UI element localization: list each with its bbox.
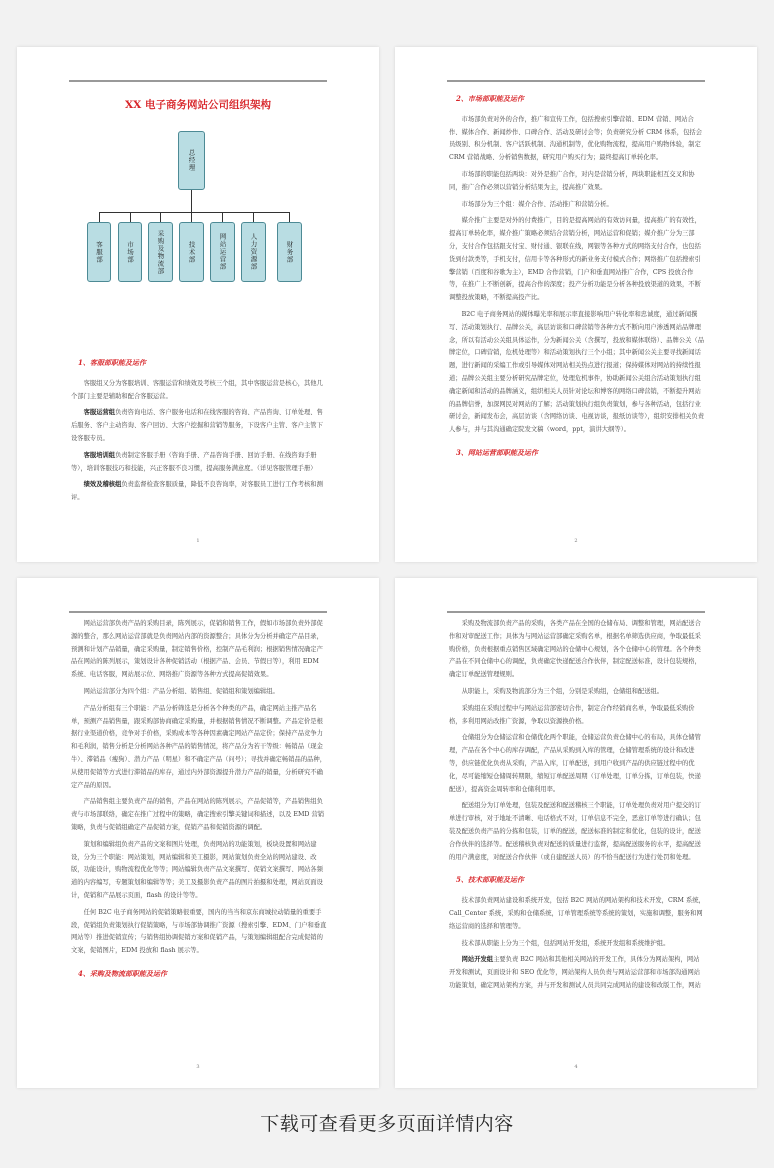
org-connector: [130, 212, 131, 222]
page-body: [71, 347, 327, 509]
org-box-department: 市场部: [118, 222, 142, 282]
page-number: 1: [196, 538, 200, 544]
header-rule: [447, 80, 705, 82]
paragraph: 产品销售组主要负责产品的销售，产品在网站的陈列展示，产品促销等，产品销售组负责与市场部联络，确定在推广过程中的策略，确定搜索引擎关键词和描述，以及 EMD 营销策略，负责与促销组确定产品促销方案，促销产品和促销资源的调配。: [71, 798, 325, 831]
header-rule: [69, 611, 327, 613]
org-box-root: 总经理: [178, 131, 205, 190]
org-chart: [17, 47, 379, 347]
paragraph: 任何 B2C 电子商务网站的促销策略很重要，国内的当当和京东商城拉动销量的重要手段，促销组负责策划执行促销策略，与市场部协调推广资源（搜索引擎、EDM、门户和垂直网站等）推进促销宣传；与销售组协调促销方案和促销产品，与策划编辑组配合完成促销的文案，促销图片，EDM 投放和 flash 展示等。: [71, 908, 327, 955]
paragraph: B2C 电子商务网站的媒体曝光率和展示率直接影响用户转化率和忠诚度，通过新闻撰写、活动策划执行、品牌公关，高层访谈和口碑营销等各种方式不断向用户渗透网站品牌理念，所以有活动公关组具体运作，分为新闻公关（含撰写，投放和媒体联络）、品牌公关（品牌定位，口碑营销，危机处理等）和活动策划执行三个小组；其中新闻公关主要寻找新闻话题，进行新闻的采编工作或引导媒体对网站相关热点进行报道；保持媒体对网站的持续性报道；品牌公关组主要分析研究品牌定位，处理危机事件，协助新闻公关组合活动策划执行组确定新闻和活动的品牌涵义，组织相关人员针对论坛和博客的网络口碑营销，不断提升网站的品牌信誉，加深网民对网站的了解；活动策划执行组负责策划，参与各种活动，包括行业研讨会，新闻发布会，高层访谈（含网络访谈、电视访谈，报纸访谈等），组织安排相关负责人参与，并与其沟通确定院发文稿（word，ppt，演讲大纲等）。: [449, 310, 705, 434]
page-body: [449, 618, 705, 997]
paragraph: 网站运营部分为四个组：产品分析组、销售组、促销组和策划编辑组。: [83, 687, 279, 695]
org-connector: [191, 190, 192, 212]
section-heading: 5、技术部职能及运作: [456, 875, 524, 885]
org-box-department: 客服部: [87, 222, 111, 282]
document-page-4: [395, 578, 757, 1088]
download-more-caption[interactable]: 下载可查看更多页面详情内容: [260, 1113, 514, 1135]
paragraph: 从职能上，采购及物流部分为三个组，分别是采购组，仓储组和配送组。: [461, 687, 664, 695]
paragraph: 仓储组分为仓储运营和仓储优化两个职能，仓储运营负责仓储中心的布局，具体仓储管理，产品在各个中心的库存调配，产品从采购到入库的管理，仓储管理系统的设计和改进等，供应链优化负责从采购，产品入库，订单配送，到用户收到产品的供应链过程中的优化，尽可能缩短仓储周转期限，缩短订单配送周期（订单处理，订单分拣，订单包装，快递配送），提高资金周转率和仓储利用率。: [449, 734, 701, 793]
paragraph: 策划和编辑组负责产品的文案和图片处理，负责网站的功能策划，板块设置和网站建设，分为三个职能：网站策划，网站编辑和美工摄影，网站策划负责全站的网站建设、改版，功能设计，购物流程优化等等；网站编辑负责产品文案撰写、促销文案撰写、网站各频道的内容编写，专题策划和编辑等等；美工及摄影负责产品的图片拍摄和处理，网站页面设计，促销和产品展示页面，flash 的设计等等。: [71, 840, 323, 899]
section-heading: 2、市场部职能及运作: [456, 94, 524, 103]
header-rule: [447, 611, 705, 613]
org-box-department: 采购及物流部: [148, 222, 173, 282]
paragraph: 绩效及稽核组负责监督检查客服质量，降低不良咨询率，对客服员工进行工作考核和测评。: [71, 481, 323, 502]
org-connector: [99, 212, 100, 222]
section-heading: 4、采购及物流部职能及运作: [78, 968, 167, 978]
paragraph: 配送组分为订单处理，包装及配送和配送稽核三个职能，订单处理负责对用户提交的订单进行审核，对于地址不清晰、电话格式不对，订单信息不完全，恶意订单等进行确认；包装及配送负责产品的分拣和包装，订单的配送，配送标准的制定和优化，包装的设计，配送合作伙伴的选择等。配送稽核负责对配送的质量进行监督，提高配送服务的水平，提高配送的用户满意度，对配送合作伙伴（或自建配送人员）的不恰当配送行为进行处罚和处理。: [449, 802, 701, 861]
paragraph: 客服培训组负责制定客服手册（咨询手册、产品咨询手册、回访手册、在线咨询手册等），培训客服技巧和技能，兴正客服不良习惯，提高服务满意度。（详见客服管理手册）: [71, 451, 317, 472]
page-number: 4: [574, 1064, 578, 1070]
org-connector: [99, 212, 290, 213]
page-number: 3: [196, 1064, 200, 1070]
paragraph: 客服运营组负责咨询电话、客户服务电话和在线客服的咨询、产品咨询、订单处理、售后服务、客户主动咨询、客户回访、大客户挖掘和营销等服务，下设客户主管、客户主管下设客服专员。: [71, 409, 323, 442]
document-page-3: [17, 578, 379, 1088]
paragraph: 技术部负责网站建设和系统开发，包括 B2C 网站的网站架构和技术开发，CRM 系统，Call_Center 系统，采购和仓储系统，订单管理系统等系统的策划，实施和调整，服务和网络运营商的选择和管理等。: [449, 897, 705, 930]
paragraph: 采购组在采购过程中与网站运营部密切合作，制定合作经销商名单，争取最低采购价格，多利用网站改推广资源，争取以资源换价格。: [449, 704, 695, 725]
org-connector: [253, 212, 254, 222]
org-connector: [222, 212, 223, 222]
page-body: [71, 618, 327, 989]
org-box-department: 技术部: [179, 222, 204, 282]
paragraph: 网站运营部负责产品的采购目录，陈列展示，促销和销售工作，假如市场部负责外部促源的整合，那么网站运营部就是负责网站内部的资源整合；具体分为分析并确定产品目录，预测和计划产品销量，确定采购量，制定销售价格，控制产品毛利润；根据销售情况确定产品在网站的陈列展示，策划设计各种促销活动（根据产品、会员、节假日等），利用 EDM 系统、电话客服，网站展示位、网络推广资源等各种方式提高促销效果。: [71, 620, 323, 679]
org-box-department: 人力资源部: [241, 222, 266, 282]
paragraph: 网站开发组主要负责 B2C 网站和其他相关网站的开发工作，具体分为网站架构，网站开发和测试，页面设计和 SEO 优化等，网站架构人员负责与网站运营部和市场部沟通网站功能策划，确定网站架构方案，并与开发和测试人员共同完成网站的建设和改版工作，网站: [449, 956, 701, 989]
org-box-department: 网站运营部: [210, 222, 235, 282]
document-page-1: [17, 47, 379, 562]
paragraph: 产品分析组有三个职能：产品分析筛选是分析各个种类的产品，确定网站主推产品名单，预测产品销售量，跟采购部协商确定采购量，并根据销售情况不断调整。产品定价是根据行业渠道价格，竞争对手价格，采购成本等各种因素确定网站产品定价；保持产品竞争力和毛利润，销售分析是分析网站各种产品的销售情况，将产品分为若干等级：畅销品（现金牛）、滞销品（瘦狗）、潜力产品（明星）和不确定产品（问号）；寻找并确定畅销品的品种，从使用促销等方式进行滞销品的库存，通过内外部资源提升潜力产品的销量，分析研究不确定产品的原因。: [71, 704, 327, 789]
page-title: XX 电子商务网站公司组织架构: [125, 99, 271, 111]
document-page-2: [395, 47, 757, 562]
paragraph: 采购及物流部负责产品的采购，各类产品在全国的仓储布局、调整和管理，网站配送合作和对审配送工作；具体为与网站运营部确定采购名单，根据名单筛选供应商，争取最低采购价格，负责根据重点销售区域确定网站的仓储中心规划，各个仓储中心的管理。各个种类产品在不同仓储中心的调配，负责确定快递配送合作伙伴，制定配送标准，设计包装规格，确定订单配送管理规则。: [449, 620, 701, 679]
paragraph: 市场部分为三个组：媒介合作、活动推广和营销分析。: [461, 200, 613, 208]
org-connector: [160, 212, 161, 222]
paragraph: 市场部负责对外的合作，推广和宣传工作，包括搜索引擎营销、EDM 营销、网站合作、媒体合作、新闻炒作、口碑合作、活动及研讨会等；负责研究分析 CRM 体系，包括会员级别、积分机制、客户活跃机制、沟通机制等，优化购物流程，提高用户购物体验，制定 CRM 营销战略、分析销售数据，研究用户购买行为；最终提高订单转化率。: [449, 115, 702, 162]
paragraph: 媒介推广主要是对外的付费推广，目的是提高网站的有效访问量，提高推广的有效性，提高订单转化率，媒介推广策略必须结合营销分析，网站运营和促销；媒介推广分为三部分，支付合作包括跟支付宝、财付通、银联在线，网银等各种方式的网络支付合作，也包括货到付款类等，手机支付，信用卡等各种形式的新业务支付模式合作；网络推广包括搜索引擎营销（百度和谷歌为主），EMD 合作营销，门户和垂直网站推广合作，CPS 投放合作等，在推广上不断创新，提高合作的深度；投产分析功能是分析各种投放渠道的效果，不断调整投放策略，不断提高投产比。: [449, 217, 701, 302]
org-connector: [191, 212, 192, 222]
section-heading: 3、网站运营部职能及运作: [456, 447, 538, 457]
paragraph: 技术部从职能上分为三个组，包括网站开发组，系统开发组和系统维护组。: [461, 939, 670, 947]
section-heading: 1、客服部职能及运作: [78, 358, 146, 367]
org-box-department: 财务部: [277, 222, 302, 282]
paragraph: 市场部的职能包括两块：对外是推广合作，对内是营销分析，两块职能相互交叉和协同，推广合作必须以营销分析结果为主，提高推广效果。: [449, 170, 695, 191]
paragraph: 客服组又分为客服培训、客服运营和绩效及考核三个组，其中客服运营是核心，其他几个部门主要是辅助和配合客服运营。: [71, 379, 323, 400]
org-connector: [289, 212, 290, 222]
page-number: 2: [574, 538, 578, 544]
page-body: [449, 89, 705, 468]
